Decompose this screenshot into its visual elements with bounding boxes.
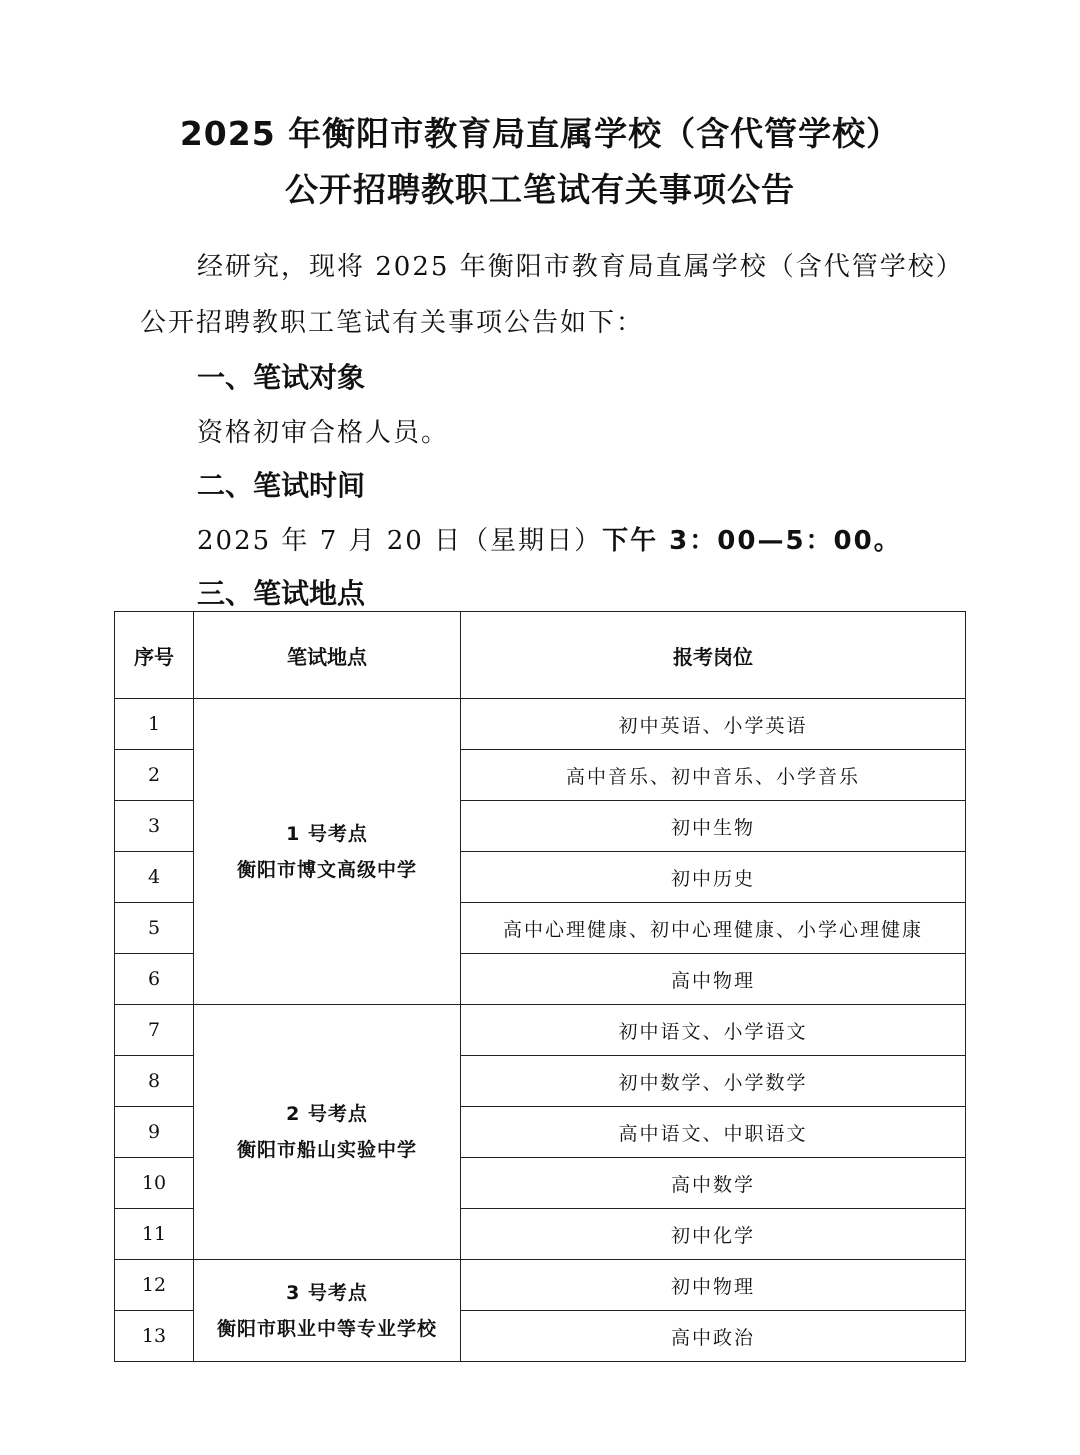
row-number: 11 [115,1209,194,1260]
position-cell: 初中数学、小学数学 [461,1056,966,1107]
position-cell: 初中生物 [461,801,966,852]
exam-site-label: 2 号考点 [286,1103,368,1125]
header-site: 笔试地点 [194,612,461,699]
header-position: 报考岗位 [461,612,966,699]
row-number: 2 [115,750,194,801]
row-number: 12 [115,1260,194,1311]
section-text-1: 资格初审合格人员。 [197,418,450,448]
row-number: 1 [115,699,194,750]
exam-site-school: 衡阳市船山实验中学 [236,1139,417,1161]
exam-site-cell [194,1260,461,1362]
row-number: 10 [115,1158,194,1209]
exam-site-cell [194,1005,461,1260]
row-number: 8 [115,1056,194,1107]
row-number: 6 [115,954,194,1005]
document-title-line1: 2025 年衡阳市教育局直属学校（含代管学校） [179,114,901,153]
header-no: 序号 [115,612,194,699]
position-cell: 高中音乐、初中音乐、小学音乐 [461,750,966,801]
table-row [115,1005,966,1056]
position-cell: 高中政治 [461,1311,966,1362]
position-cell: 初中语文、小学语文 [461,1005,966,1056]
table-row [115,699,966,750]
position-cell: 初中化学 [461,1209,966,1260]
intro-line1: 经研究，现将 2025 年衡阳市教育局直属学校（含代管学校） [197,252,964,282]
section-heading-2: 二、笔试时间 [197,469,366,502]
position-cell: 高中数学 [461,1158,966,1209]
exam-site-cell [194,699,461,1005]
table-header-row [115,612,966,699]
section-heading-3: 三、笔试地点 [197,577,366,610]
exam-site-label: 1 号考点 [286,822,368,845]
document-title-line2: 公开招聘教职工笔试有关事项公告 [285,170,795,209]
section-heading-1: 一、笔试对象 [197,361,366,394]
table-row [115,1260,966,1311]
exam-location-table [114,611,966,1362]
exam-site-school: 衡阳市职业中等专业学校 [216,1317,437,1340]
exam-site-school: 衡阳市博文高级中学 [236,858,417,881]
position-cell: 初中历史 [461,852,966,903]
row-number: 3 [115,801,194,852]
row-number: 9 [115,1107,194,1158]
intro-line2: 公开招聘教职工笔试有关事项公告如下： [140,308,645,338]
exam-site-label: 3 号考点 [286,1281,368,1304]
row-number: 13 [115,1311,194,1362]
exam-time: 下午 3：00—5：00。 [602,526,902,556]
position-cell: 初中英语、小学英语 [461,699,966,750]
row-number: 5 [115,903,194,954]
position-cell: 高中心理健康、初中心理健康、小学心理健康 [461,903,966,954]
position-cell: 初中物理 [461,1260,966,1311]
position-cell: 高中语文、中职语文 [461,1107,966,1158]
section-text-2 [197,520,902,557]
exam-date: 2025 年 7 月 20 日（星期日） [197,526,603,556]
row-number: 7 [115,1005,194,1056]
row-number: 4 [115,852,194,903]
position-cell: 高中物理 [461,954,966,1005]
